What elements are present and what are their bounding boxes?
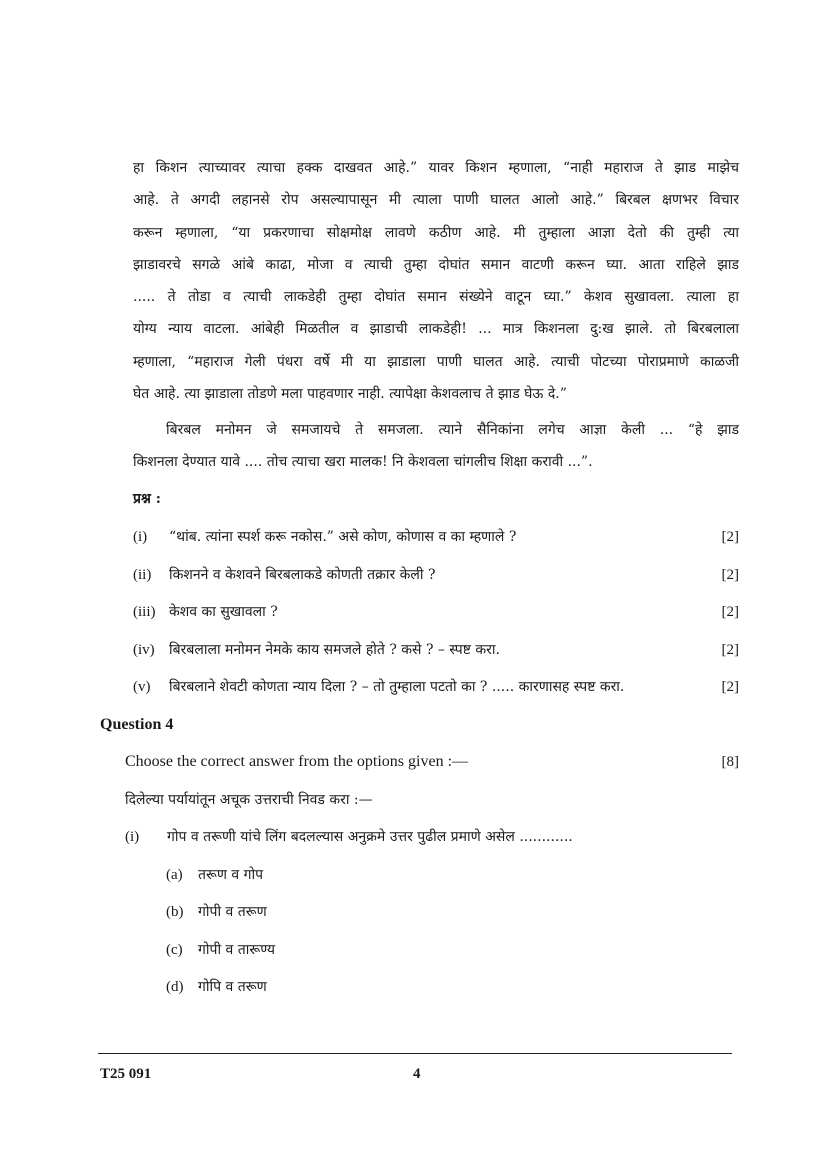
question-number: (iii) xyxy=(133,604,156,620)
question-4-marks: [8] xyxy=(721,754,739,770)
sub-question-number: (i) xyxy=(125,829,140,845)
option-letter: (d) xyxy=(166,979,184,995)
passage-line: घेत आहे. त्या झाडाला तोडणे मला पाहवणार नाही. त्यापेक्षा केशवलाच ते झाड घेऊ दे.” xyxy=(133,386,567,402)
question-row xyxy=(133,564,739,586)
question-text: “थांब. त्यांना स्पर्श करू नकोस.” असे कोण, कोणास व का म्हणाले ? xyxy=(169,529,517,545)
sub-question xyxy=(125,826,739,848)
question-number: (iv) xyxy=(133,642,155,658)
question-text: बिरबलाने शेवटी कोणता न्याय दिला ? – तो तुम्हाला पटतो का ? ..... कारणासह स्पष्ट करा. xyxy=(169,679,625,695)
question-text: किशनने व केशवने बिरबलाकडे कोणती तक्रार केली ? xyxy=(169,567,436,583)
passage-line: म्हणाला, “महाराज गेली पंधरा वर्षे मी या झाडाला पाणी घालत आहे. त्याची पोटच्या पोराप्रमाणे काळजी xyxy=(133,354,739,370)
option-a xyxy=(166,864,263,886)
option-text: गोपी व तारूण्य xyxy=(198,942,276,958)
option-text: तरूण व गोप xyxy=(198,867,264,883)
question-4-instruction xyxy=(125,751,739,773)
passage-line: किशनला देण्यात यावे .... तोच त्याचा खरा मालक! नि केशवला चांगलीच शिक्षा करावी ...”. xyxy=(133,454,593,470)
sub-question-text: गोप व तरूणी यांचे लिंग बदलल्यास अनुक्रमे उत्तर पुढील प्रमाणे असेल ............ xyxy=(167,829,573,845)
instruction-text: Choose the correct answer from the options given :— xyxy=(125,753,469,770)
option-c xyxy=(166,939,275,961)
question-row xyxy=(133,526,739,548)
question-row xyxy=(133,601,739,623)
question-number: (v) xyxy=(133,679,151,695)
question-marks: [2] xyxy=(721,604,739,620)
question-number: (i) xyxy=(133,529,148,545)
footer-divider xyxy=(98,1053,732,1054)
passage-line: ..... ते तोडा व त्याची लाकडेही तुम्हा दोघांत समान संख्येने वाटून घ्या.” केशव सुखावला. त्याला हा xyxy=(133,289,739,305)
question-marks: [2] xyxy=(721,679,739,695)
option-letter: (b) xyxy=(166,904,184,920)
question-row xyxy=(133,676,739,698)
questions-label: प्रश्न : xyxy=(133,491,161,507)
question-marks: [2] xyxy=(721,529,739,545)
passage-line: आहे. ते अगदी लहानसे रोप असल्यापासून मी त्याला पाणी घालत आलो आहे.” बिरबल क्षणभर विचार xyxy=(133,192,739,208)
option-letter: (c) xyxy=(166,942,183,958)
question-4-heading: Question 4 xyxy=(100,716,174,733)
footer-paper-code: T25 091 xyxy=(100,1066,152,1082)
question-marks: [2] xyxy=(721,567,739,583)
question-4-instruction-marathi: दिलेल्या पर्यायांतून अचूक उत्तराची निवड करा :— xyxy=(125,792,373,808)
passage-line: योग्य न्याय वाटला. आंबेही मिळतील व झाडाची लाकडेही! ... मात्र किशनला दु:ख झाले. तो बिरबलाला xyxy=(133,321,739,337)
passage-line: झाडावरचे सगळे आंबे काढा, मोजा व त्याची तुम्हा दोघांत समान वाटणी करून घ्या. आता राहिले झाड xyxy=(133,257,739,273)
option-b xyxy=(166,901,267,923)
question-number: (ii) xyxy=(133,567,152,583)
passage-line: बिरबल मनोमन जे समजायचे ते समजला. त्याने सैनिकांना लगेच आज्ञा केली ... “हे झाड xyxy=(166,422,739,438)
passage-line: करून म्हणाला, “या प्रकरणाचा सोक्षमोक्ष लावणे कठीण आहे. मी तुम्हाला आज्ञा देतो की तुम्ही त्या xyxy=(133,225,739,241)
question-text: बिरबलाला मनोमन नेमके काय समजले होते ? कसे ? – स्पष्ट करा. xyxy=(169,642,500,658)
question-marks: [2] xyxy=(721,642,739,658)
option-d xyxy=(166,976,267,998)
option-text: गोपी व तरूण xyxy=(198,904,267,920)
option-text: गोपि व तरूण xyxy=(198,979,267,995)
question-text: केशव का सुखावला ? xyxy=(169,604,278,620)
passage-line: हा किशन त्याच्यावर त्याचा हक्क दाखवत आहे.” यावर किशन म्हणाला, “नाही महाराज ते झाड माझेच xyxy=(133,160,739,176)
footer-page-number: 4 xyxy=(413,1066,421,1082)
option-letter: (a) xyxy=(166,867,183,883)
question-row xyxy=(133,639,739,661)
